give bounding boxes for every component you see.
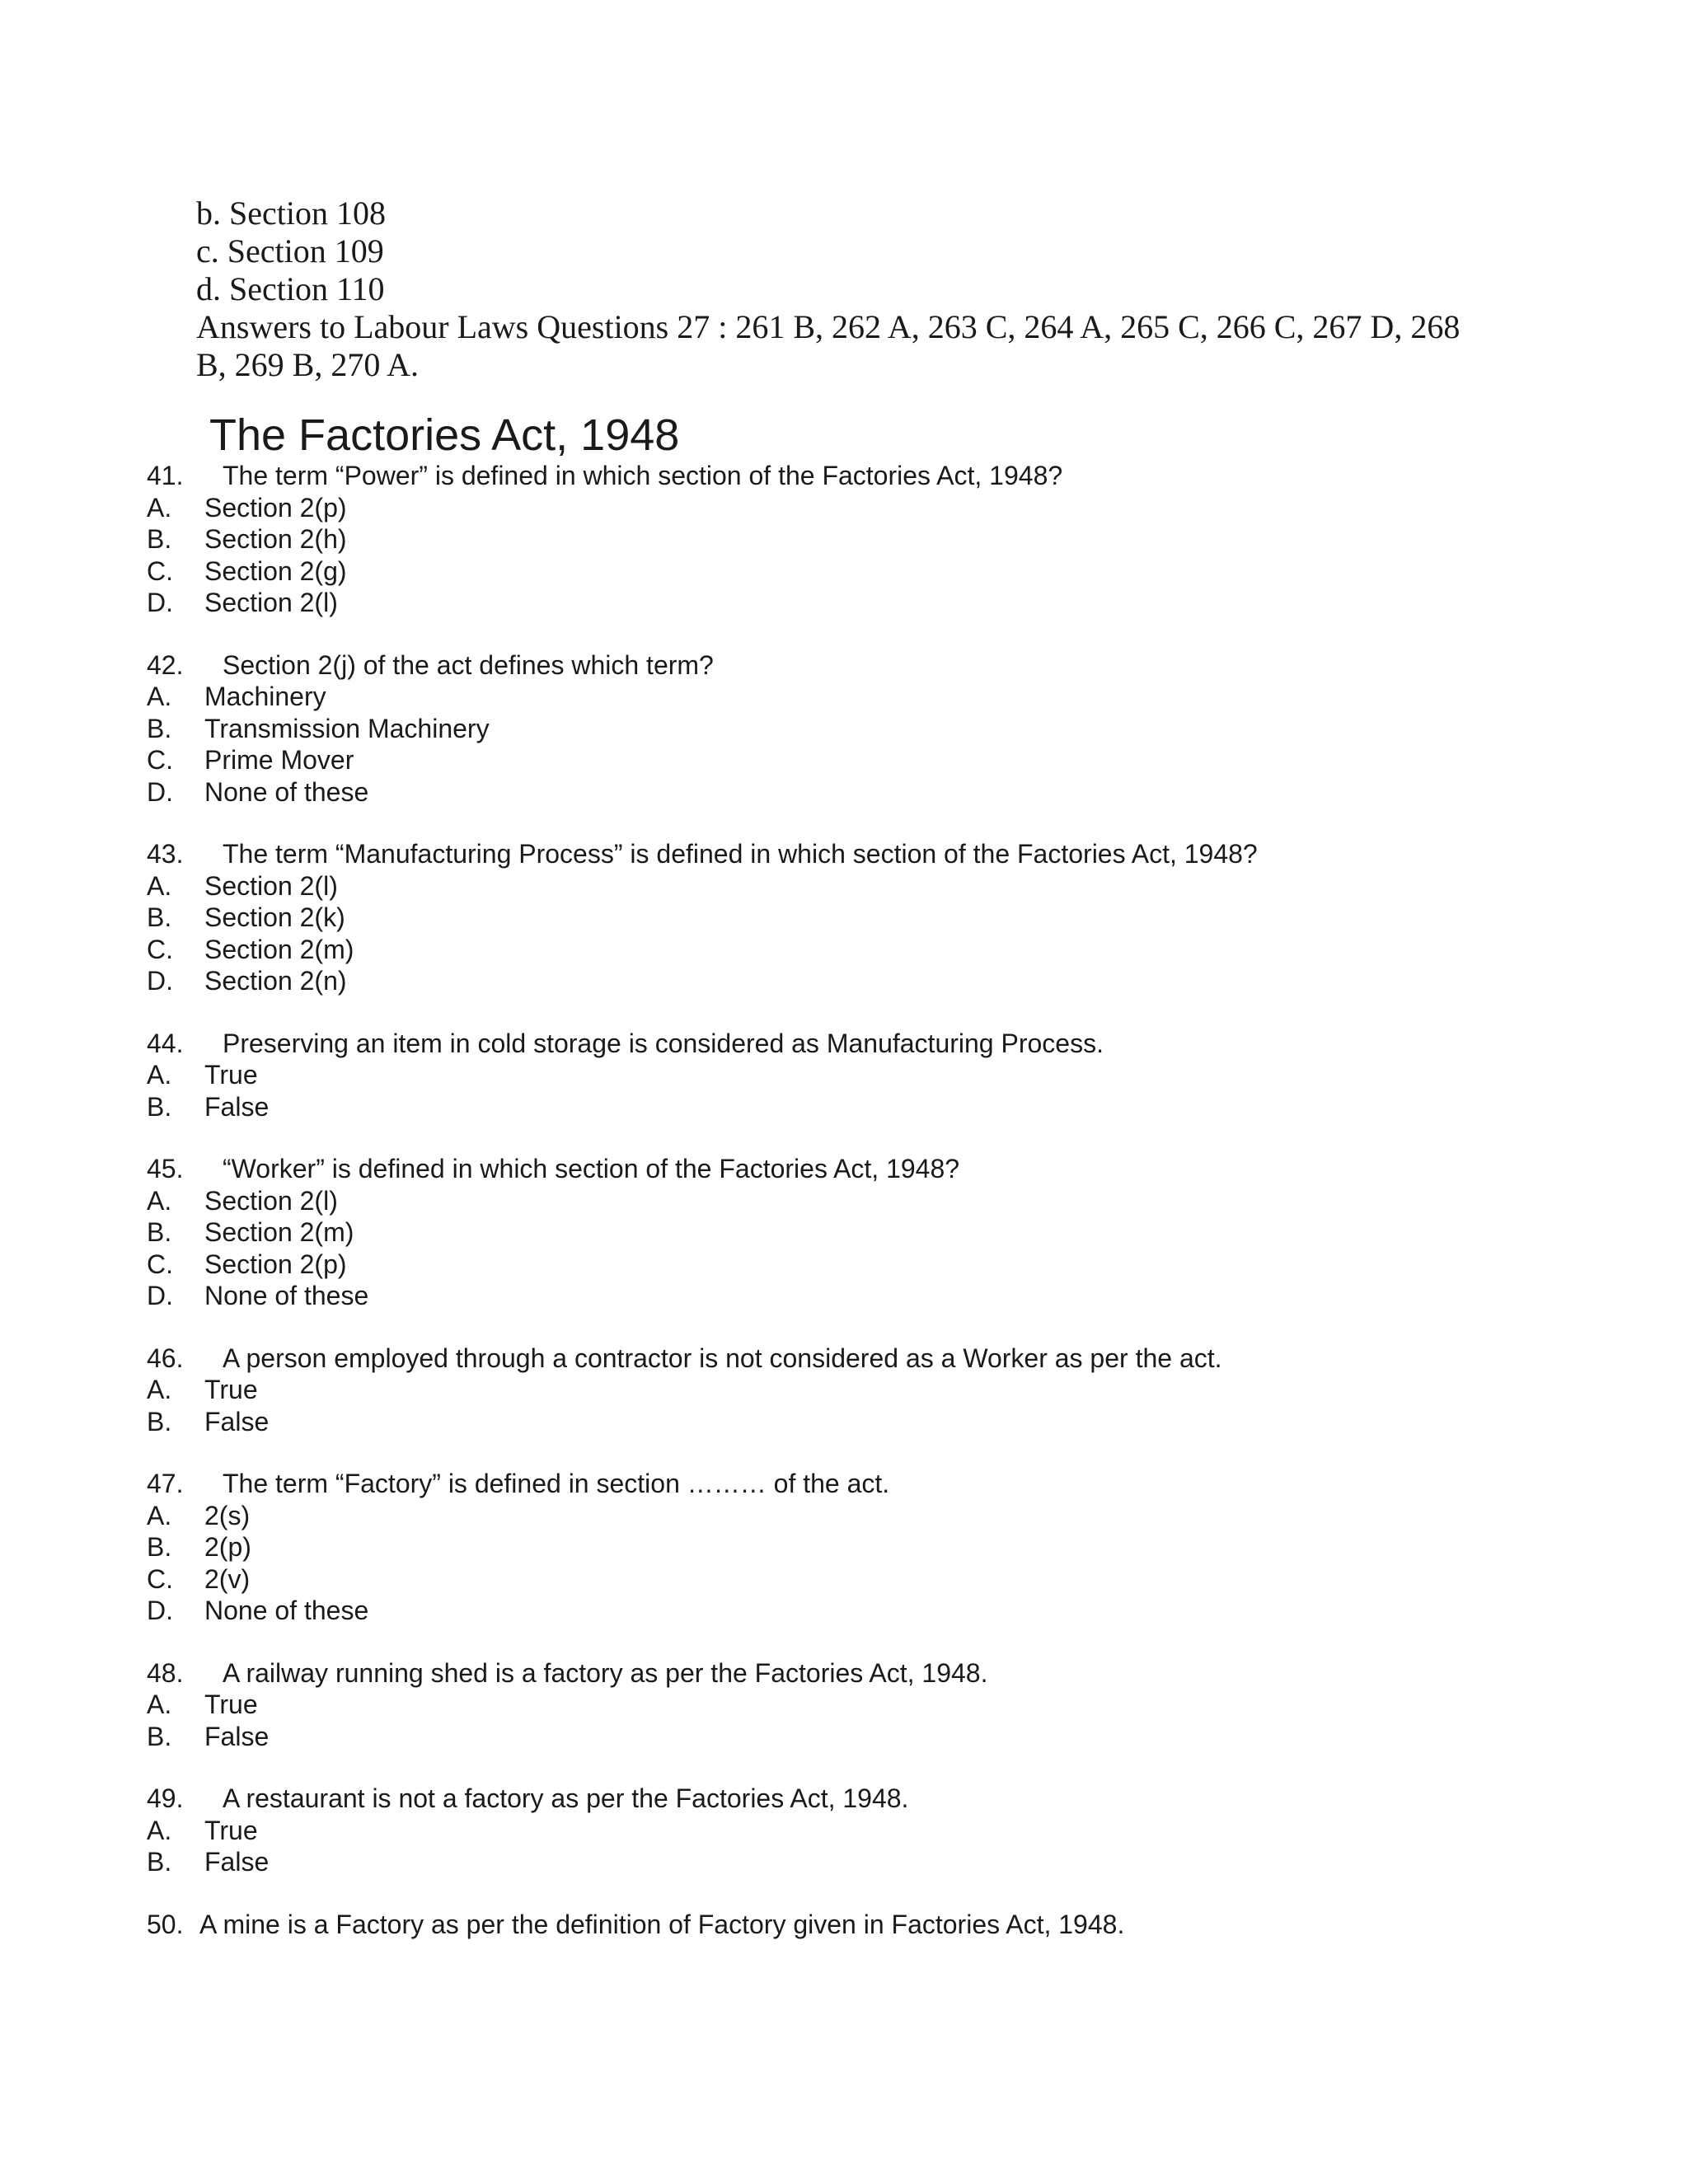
option-b-text: b. Section 108 [196,194,386,232]
question-number: 43. [147,839,184,869]
option-letter: B. [147,1406,172,1436]
question-text: The term “Manufacturing Process” is defined in which section of the Factories Act, 1948? [223,839,1258,869]
option-text: Prime Mover [204,745,354,775]
option-letter: C. [147,555,173,586]
option-row [147,1531,1630,1563]
option-letter: D. [147,588,173,617]
option-row [147,1595,1630,1627]
option-row [147,1280,1630,1312]
option-text: True [204,1375,258,1404]
question-row [147,1909,1630,1941]
option-letter: D. [147,1281,173,1310]
option-text: Section 2(l) [204,870,338,901]
answers-line-1: Answers to Labour Laws Questions 27 : 261 B, 262 A, 263 C, 264 A, 265 C, 266 C, 267 D, 268 [196,308,1461,345]
option-text: Section 2(g) [204,555,347,586]
question-row [147,460,1630,492]
question-text: A mine is a Factory as per the definition of Factory given in Factories Act, 1948. [199,1909,1125,1939]
option-c-text: c. Section 109 [196,232,384,269]
option-text: False [204,1847,270,1877]
question-number: 41. [147,461,184,490]
option-letter: B. [147,1721,172,1751]
option-text: 2(p) [204,1532,251,1562]
option-row [147,1091,1630,1123]
option-text: None of these [204,1596,369,1625]
option-letter: B. [147,1847,172,1877]
question-list [147,460,1630,1940]
option-text: Section 2(m) [204,934,354,964]
option-row [147,523,1630,555]
option-text: True [204,1060,258,1090]
question-text: A restaurant is not a factory as per the Factories Act, 1948. [223,1783,909,1813]
option-letter: A. [147,682,172,711]
option-letter: A. [147,1375,172,1404]
question-text: “Worker” is defined in which section of the Factories Act, 1948? [223,1154,960,1183]
option-letter: D. [147,1596,173,1625]
option-letter: B. [147,713,172,743]
option-letter: D. [147,966,173,996]
option-text: Section 2(p) [204,492,347,523]
option-row [147,681,1630,713]
option-letter: D. [147,776,173,807]
option-text: False [204,1091,270,1122]
question-number: 44. [147,1028,184,1058]
option-row [147,744,1630,776]
question-row [147,1468,1630,1500]
option-text: Section 2(h) [204,524,347,554]
option-row [147,713,1630,745]
question-block [147,1909,1630,1941]
option-text: False [204,1721,270,1751]
option-text: False [204,1406,270,1436]
option-row [147,587,1630,619]
question-block [147,1468,1630,1627]
question-number: 48. [147,1657,184,1688]
option-row [147,555,1630,588]
option-row [147,1185,1630,1217]
option-letter: B. [147,1217,172,1247]
question-block [147,1153,1630,1312]
question-text: A railway running shed is a factory as per the Factories Act, 1948. [223,1657,988,1688]
question-block [147,1343,1630,1438]
question-number: 45. [147,1154,184,1183]
question-number: 46. [147,1343,184,1373]
option-letter: A. [147,1690,172,1719]
option-letter: A. [147,492,172,523]
question-block [147,460,1630,619]
option-row [147,1721,1630,1753]
question-row [147,1657,1630,1690]
option-text: 2(s) [204,1500,251,1530]
option-text: Section 2(l) [204,1185,338,1216]
option-text: True [204,1690,258,1719]
option-text: Section 2(m) [204,1217,354,1247]
option-letter: B. [147,902,172,932]
option-d-text: d. Section 110 [196,270,385,307]
question-text: The term “Factory” is defined in section ……… of the act. [223,1469,890,1498]
question-number: 42. [147,649,184,680]
question-block [147,838,1630,997]
question-row [147,649,1630,682]
option-letter: A. [147,1185,172,1216]
option-row [147,1689,1630,1721]
option-letter: C. [147,745,173,775]
option-row [147,1846,1630,1878]
option-row [147,934,1630,966]
question-row [147,838,1630,870]
option-text: None of these [204,1281,369,1310]
option-row [147,902,1630,934]
question-text: A person employed through a contractor is not considered as a Worker as per the act. [223,1343,1222,1373]
question-number: 50. [147,1909,184,1939]
option-text: Section 2(l) [204,588,338,617]
question-row [147,1153,1630,1185]
option-row [147,1216,1630,1249]
option-row [147,492,1630,524]
question-block [147,1657,1630,1753]
option-letter: B. [147,1091,172,1122]
question-block [147,1783,1630,1878]
question-block [147,1028,1630,1123]
option-letter: B. [147,1532,172,1562]
option-text: Section 2(p) [204,1249,347,1279]
option-text: 2(v) [204,1563,251,1594]
previous-question-continuation [196,194,1482,384]
option-letter: B. [147,524,172,554]
option-text: None of these [204,776,369,807]
option-row [147,776,1630,808]
option-letter: A. [147,1500,172,1530]
option-letter: A. [147,870,172,901]
question-row [147,1343,1630,1375]
option-row [147,870,1630,902]
option-letter: C. [147,934,173,964]
option-row [147,1500,1630,1532]
option-text: Transmission Machinery [204,713,490,743]
question-text: Section 2(j) of the act defines which term? [223,649,714,680]
question-row [147,1028,1630,1060]
option-row [147,965,1630,997]
option-row [147,1374,1630,1406]
option-letter: A. [147,1815,172,1845]
option-letter: C. [147,1249,173,1279]
option-text: True [204,1815,258,1845]
option-text: Section 2(n) [204,966,347,996]
option-text: Section 2(k) [204,902,345,932]
answers-line-2: B, 269 B, 270 A. [196,346,420,383]
option-row [147,1563,1630,1596]
section-heading: The Factories Act, 1948 [209,410,680,460]
option-letter: A. [147,1060,172,1090]
option-row [147,1249,1630,1281]
question-row [147,1783,1630,1815]
option-row [147,1406,1630,1438]
option-row [147,1059,1630,1091]
question-number: 49. [147,1783,184,1813]
option-row [147,1815,1630,1847]
question-text: The term “Power” is defined in which section of the Factories Act, 1948? [223,461,1063,490]
question-number: 47. [147,1469,184,1498]
question-text: Preserving an item in cold storage is considered as Manufacturing Process. [223,1028,1104,1058]
question-block [147,649,1630,808]
option-letter: C. [147,1563,173,1594]
option-text: Machinery [204,682,326,711]
